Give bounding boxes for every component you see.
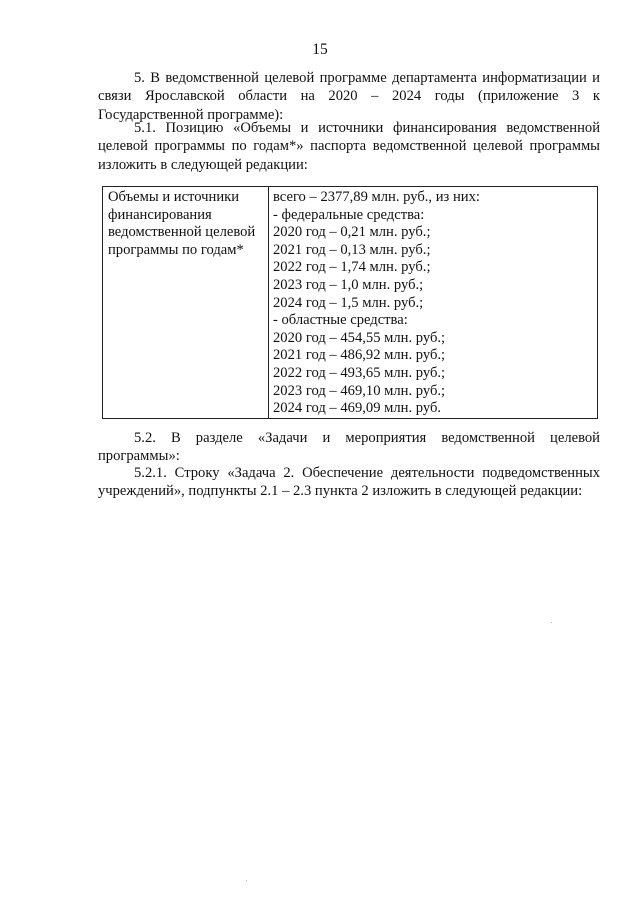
funding-line: 2024 год – 1,5 млн. руб.;: [273, 294, 424, 311]
funding-line: 2021 год – 486,92 млн. руб.;: [273, 347, 446, 364]
funding-line: 2024 год – 469,09 млн. руб.: [273, 400, 442, 417]
funding-line: всего – 2377,89 млн. руб., из них:: [273, 189, 480, 205]
funding-table: [102, 186, 598, 419]
funding-label: Объемы и источники финансирования ведомственной целевой программы по годам*: [108, 189, 256, 258]
funding-line: 2022 год – 493,65 млн. руб.;: [273, 364, 446, 381]
paragraph-5-1: 5.1. Позицию «Объемы и источники финансирования ведомственной целевой программы по годам*» паспорта ведомственной целевой программы изложить в следующей редакции:: [98, 120, 600, 173]
page-number: 15: [312, 41, 328, 58]
funding-line: 2020 год – 0,21 млн. руб.;: [273, 224, 431, 241]
funding-line: - федеральные средства:: [273, 206, 425, 223]
table-row: [103, 187, 598, 419]
paragraph-5: 5. В ведомственной целевой программе департамента информатизации и связи Ярославской области на 2020 – 2024 годы (приложение 3 к Государственной программе):: [98, 70, 600, 123]
funding-line: 2020 год – 454,55 млн. руб.;: [273, 329, 446, 346]
funding-line: 2022 год – 1,74 млн. руб.;: [273, 259, 431, 276]
scan-speck: [246, 880, 247, 881]
scan-speck: [551, 622, 552, 623]
funding-line: - областные средства:: [273, 312, 408, 329]
funding-values-cell: [269, 187, 598, 419]
funding-line: 2021 год – 0,13 млн. руб.;: [273, 241, 431, 258]
funding-line: 2023 год – 1,0 млн. руб.;: [273, 276, 424, 293]
paragraph-5-2-1: 5.2.1. Строку «Задача 2. Обеспечение деятельности подведомственных учреждений», подпункты 2.1 – 2.3 пункта 2 изложить в следующей редакции:: [98, 465, 600, 500]
funding-label-cell: [103, 187, 269, 419]
paragraph-5-2: 5.2. В разделе «Задачи и мероприятия ведомственной целевой программы»:: [98, 430, 600, 465]
funding-line: 2023 год – 469,10 млн. руб.;: [273, 382, 446, 399]
